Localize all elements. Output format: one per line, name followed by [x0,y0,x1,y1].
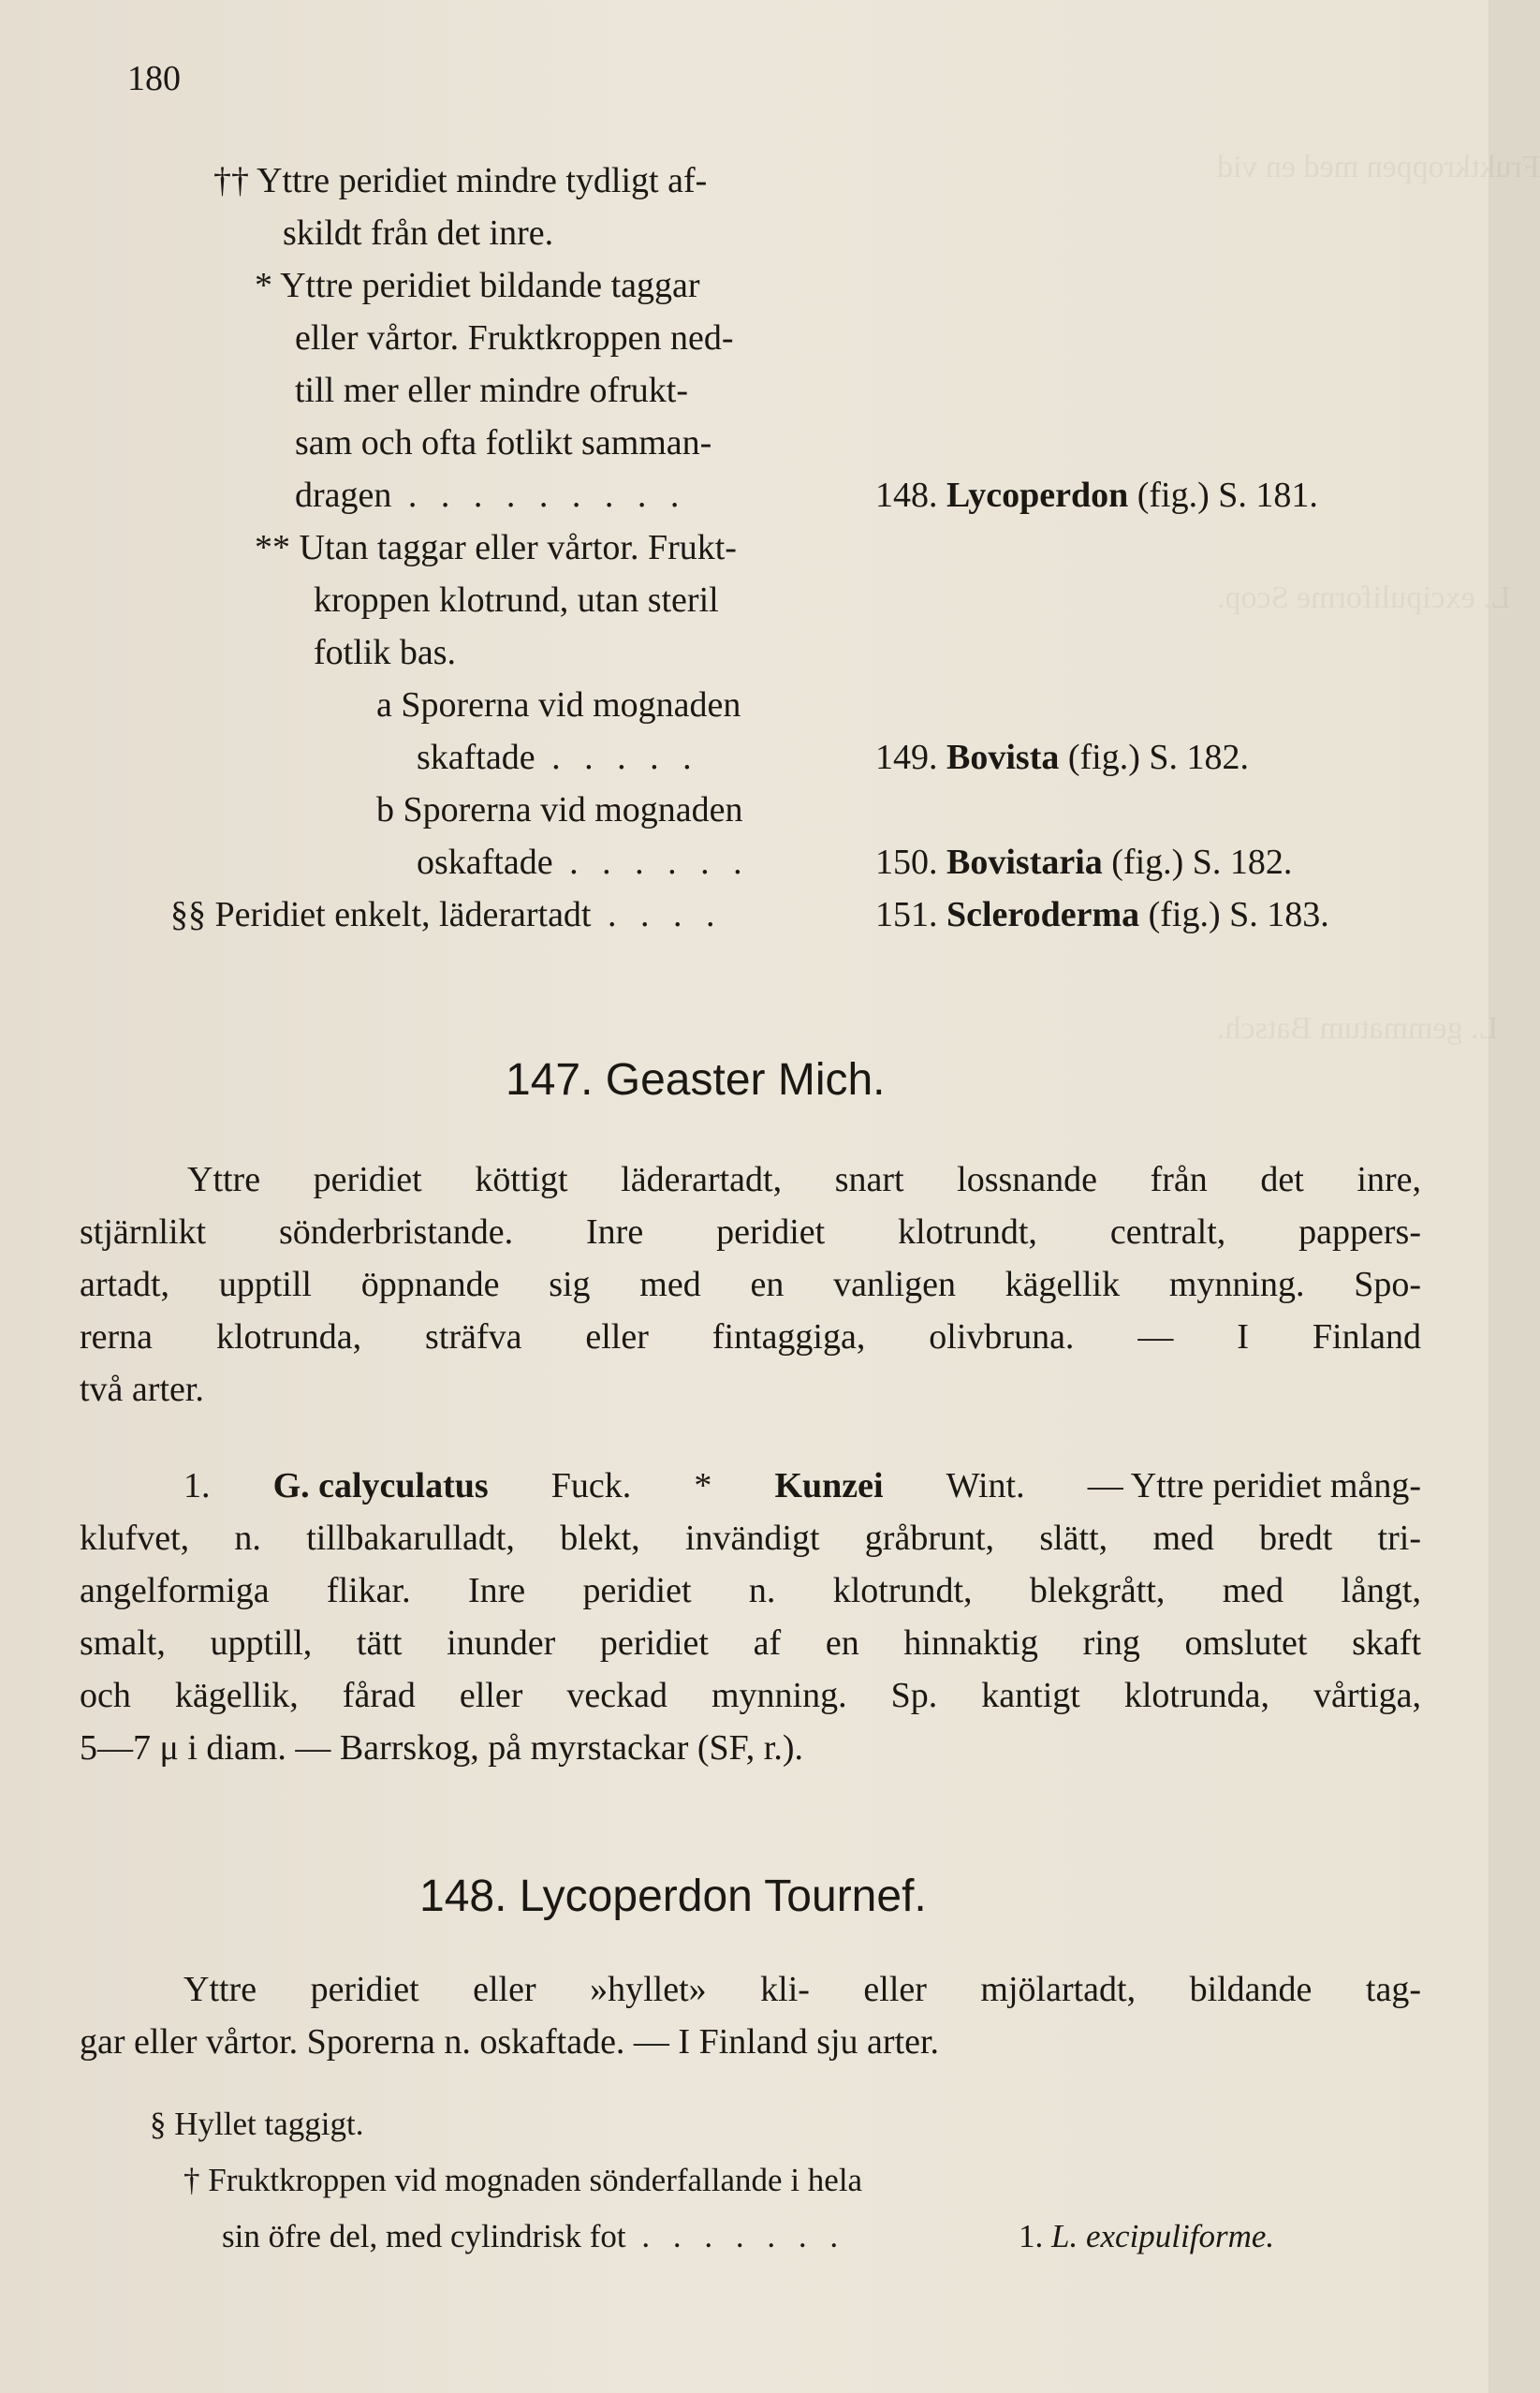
key-line: eller vårtor. Fruktkroppen ned- [295,318,734,358]
key-number: 150. [875,843,938,882]
key-result [875,731,1249,784]
species-line: smalt, upptill, tätt inunder peridiet af en hinnaktig ring omslutet skaft [80,1623,1421,1663]
page-ref: (fig.) S. 183. [1148,895,1329,934]
species-line: och kägellik, fårad eller veckad mynning. Sp. kantigt klotrunda, vårtiga, [80,1676,1421,1715]
species-author: Fuck. [550,1466,632,1505]
key-line: kroppen klotrund, utan steril [314,580,719,620]
key-text: oskaftade [417,843,553,882]
show-through: L. excipuliforme Scop. [1217,580,1511,615]
key-result [1019,2213,1274,2260]
page-ref: (fig.) S. 182. [1067,738,1250,777]
variety-star: * [694,1466,712,1505]
species-text: — Yttre peridiet mång- [1087,1466,1421,1505]
paragraph-line: stjärnlikt sönderbristande. Inre peridiet klotrundt, centralt, pappers- [80,1212,1421,1252]
page-ref: (fig.) S. 181. [1137,476,1318,515]
show-through: Fruktkroppen med en vid [1217,150,1540,184]
key-line: ** Utan taggar eller vårtor. Frukt- [255,528,737,567]
section-heading: 147. Geaster Mich. [506,1055,886,1105]
key-number: 151. [875,895,938,934]
key-line: skildt från det inre. [283,213,554,253]
paragraph-line: gar eller vårtor. Sporerna n. oskaftade. — I Finland sju arter. [80,2022,940,2062]
key-line: * Yttre peridiet bildande taggar [255,266,700,305]
key-result [875,836,1292,888]
key-result [875,888,1329,941]
species-line: angelformiga flikar. Inre peridiet n. klotrundt, blekgrått, med långt, [80,1571,1421,1610]
key-line: sam och ofta fotlikt samman- [295,423,712,462]
section-heading: 148. Lycoperdon Tournef. [419,1872,927,1921]
genus-name: Lycoperdon [946,476,1129,515]
species-name: G. calyculatus [272,1466,489,1505]
species-reference: L. excipuliforme. [1051,2218,1275,2254]
genus-name: Bovistaria [946,843,1103,882]
key-result [875,469,1318,521]
key-text: skaftade [417,738,535,777]
key-line [417,836,750,888]
species-line: 5—7 μ i diam. — Barrskog, på myrstackar (SF, r.). [80,1728,803,1768]
paragraph-line: Yttre peridiet eller »hyllet» kli- eller mjölartadt, bildande tag- [183,1970,1421,2009]
key-line: a Sporerna vid mognaden [376,685,741,725]
leader-dots: . . . . . . [552,843,750,882]
key-number: 149. [875,738,938,777]
species-number: 1. [183,1466,211,1505]
paragraph-line: Yttre peridiet köttigt läderartadt, snart lossnande från det inre, [187,1160,1421,1199]
key-line: †† Yttre peridiet mindre tydligt af- [213,161,708,200]
paragraph-line: artadt, upptill öppnande sig med en vanligen kägellik mynning. Spo- [80,1265,1421,1304]
key-line: † Fruktkroppen vid mognaden sönderfallande i hela [183,2162,863,2198]
variety-author: Wint. [946,1466,1025,1505]
key-line: § Hyllet taggigt. [150,2106,364,2142]
page-ref: (fig.) S. 182. [1111,843,1293,882]
species-line: klufvet, n. tillbakarulladt, blekt, invändigt gråbrunt, slätt, med bredt tri- [80,1519,1421,1558]
key-text: dragen [295,476,392,515]
key-line: fotlik bas. [314,633,456,672]
variety-name: Kunzei [774,1466,884,1505]
leader-dots: . . . . . [535,738,699,777]
key-text: sin öfre del, med cylindrisk fot [222,2218,626,2254]
key-number: 1. [1019,2218,1044,2254]
show-through: L. gemmatum Batsch. [1217,1011,1499,1046]
key-line [417,731,699,784]
genus-name: Scleroderma [946,895,1140,934]
key-line [222,2213,845,2260]
species-entry-first-line [183,1460,1421,1512]
key-line [295,469,686,521]
key-number: 148. [875,476,938,515]
leader-dots: . . . . [591,895,723,934]
leader-dots: . . . . . . . [625,2218,846,2254]
key-line: till mer eller mindre ofrukt- [295,371,688,410]
paragraph-line: två arter. [80,1370,204,1409]
genus-name: Bovista [946,738,1060,777]
key-line [170,888,723,941]
leader-dots: . . . . . . . . . [391,476,687,515]
key-text: §§ Peridiet enkelt, läderartadt [170,895,592,934]
paragraph-line: rerna klotrunda, sträfva eller fintaggiga, olivbruna. — I Finland [80,1317,1421,1357]
page-number: 180 [127,59,181,98]
key-line: b Sporerna vid mognaden [376,790,743,829]
